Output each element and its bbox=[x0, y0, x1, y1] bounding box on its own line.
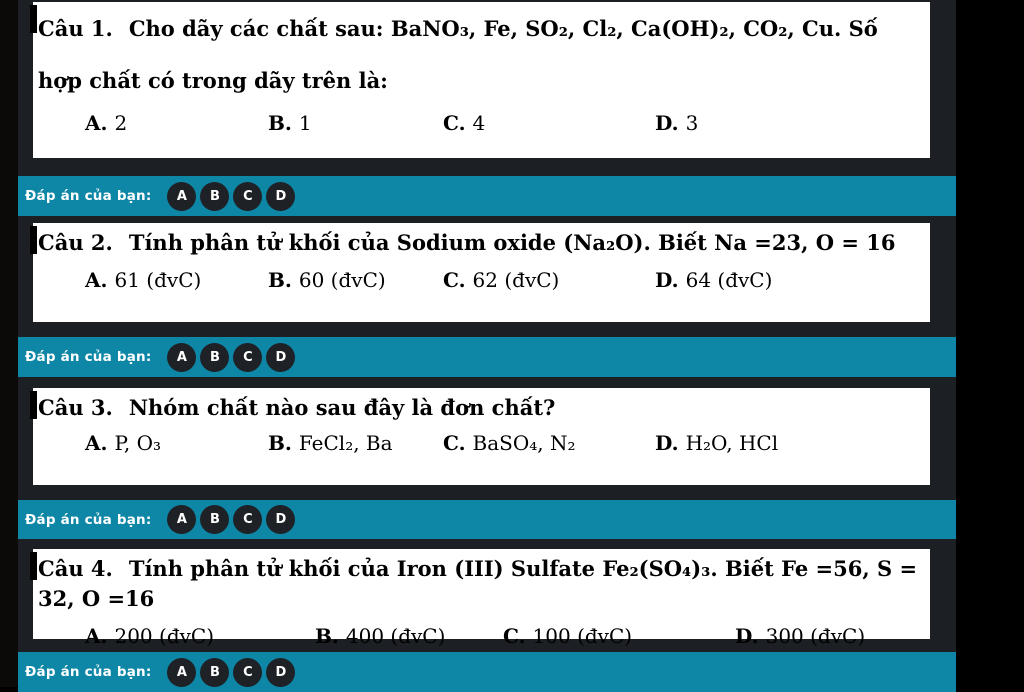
option-letter: C. bbox=[503, 624, 526, 648]
question-2 bbox=[33, 223, 930, 258]
option-b bbox=[268, 430, 443, 456]
option-a bbox=[85, 623, 315, 649]
option-value: 64 (đvC) bbox=[685, 268, 773, 292]
choice-b-button[interactable]: B bbox=[200, 343, 229, 372]
option-value: 4 bbox=[472, 111, 486, 135]
answer-bar-1 bbox=[18, 176, 956, 216]
option-value: 200 (đvC) bbox=[114, 624, 215, 648]
choice-c-button[interactable]: C bbox=[233, 505, 262, 534]
option-a bbox=[85, 430, 268, 456]
option-letter: A. bbox=[85, 111, 108, 135]
option-letter: D. bbox=[655, 268, 679, 292]
option-letter: C. bbox=[443, 111, 466, 135]
option-b bbox=[268, 267, 443, 293]
option-d bbox=[735, 623, 930, 649]
question-card-1 bbox=[33, 2, 930, 158]
option-value: 62 (đvC) bbox=[472, 268, 560, 292]
choice-c-button[interactable]: C bbox=[233, 182, 262, 211]
option-value: BaSO₄, N₂ bbox=[472, 431, 576, 455]
option-c bbox=[443, 267, 655, 293]
option-value: 1 bbox=[298, 111, 312, 135]
option-b bbox=[268, 110, 443, 136]
answer-bar-label: Đáp án của bạn: bbox=[25, 664, 152, 680]
question-text: Tính phân tử khối của Sodium oxide (Na₂O). Biết Na =23, O = 16 bbox=[128, 230, 896, 255]
question-card-4 bbox=[33, 549, 930, 648]
option-d bbox=[655, 267, 930, 293]
option-value: P, O₃ bbox=[114, 431, 162, 455]
option-letter: A. bbox=[85, 624, 108, 648]
option-letter: B. bbox=[268, 268, 292, 292]
options-row bbox=[33, 430, 930, 456]
option-value: 3 bbox=[685, 111, 699, 135]
right-black-filler bbox=[956, 0, 1024, 687]
option-letter: C. bbox=[443, 268, 466, 292]
question-text: Tính phân tử khối của Iron (III) Sulfate Fe₂(SO₄)₃. Biết Fe =56, S = 32, O =16 bbox=[38, 556, 918, 611]
answer-bar-label: Đáp án của bạn: bbox=[25, 349, 152, 365]
option-value: H₂O, HCl bbox=[685, 431, 779, 455]
question-text: Nhóm chất nào sau đây là đơn chất? bbox=[128, 395, 556, 420]
choice-d-button[interactable]: D bbox=[266, 343, 295, 372]
option-letter: A. bbox=[85, 268, 108, 292]
option-b bbox=[315, 623, 503, 649]
option-d bbox=[655, 110, 930, 136]
option-value: 2 bbox=[114, 111, 128, 135]
option-letter: D. bbox=[655, 111, 679, 135]
answer-bar-2 bbox=[18, 337, 956, 377]
choice-a-button[interactable]: A bbox=[167, 658, 196, 687]
choice-b-button[interactable]: B bbox=[200, 658, 229, 687]
choice-b-button[interactable]: B bbox=[200, 182, 229, 211]
choice-d-button[interactable]: D bbox=[266, 182, 295, 211]
option-letter: B. bbox=[268, 431, 292, 455]
question-card-2 bbox=[33, 223, 930, 322]
question-number: Câu 2. bbox=[38, 230, 113, 255]
option-letter: D. bbox=[735, 624, 759, 648]
option-c bbox=[503, 623, 735, 649]
choice-b-button[interactable]: B bbox=[200, 505, 229, 534]
option-a bbox=[85, 267, 268, 293]
answer-bar-3 bbox=[18, 500, 956, 539]
question-card-3 bbox=[33, 388, 930, 485]
option-letter: C. bbox=[443, 431, 466, 455]
option-value: 100 (đvC) bbox=[532, 624, 633, 648]
option-value: 61 (đvC) bbox=[114, 268, 202, 292]
option-value: 60 (đvC) bbox=[298, 268, 386, 292]
question-text: Cho dãy các chất sau: BaNO₃, Fe, SO₂, Cl₂, Ca(OH)₂, CO₂, Cu. Số hợp chất có trong dãy trên là: bbox=[38, 16, 878, 93]
choice-c-button[interactable]: C bbox=[233, 658, 262, 687]
question-4 bbox=[33, 549, 930, 614]
option-letter: B. bbox=[315, 624, 339, 648]
question-number: Câu 4. bbox=[38, 556, 113, 581]
option-letter: B. bbox=[268, 111, 292, 135]
option-letter: D. bbox=[655, 431, 679, 455]
option-letter: A. bbox=[85, 431, 108, 455]
question-3 bbox=[33, 388, 930, 423]
choice-a-button[interactable]: A bbox=[167, 505, 196, 534]
choice-a-button[interactable]: A bbox=[167, 182, 196, 211]
choice-d-button[interactable]: D bbox=[266, 505, 295, 534]
answer-bar-label: Đáp án của bạn: bbox=[25, 511, 152, 528]
options-row bbox=[33, 623, 930, 649]
answer-bar-4 bbox=[18, 652, 956, 692]
question-number: Câu 3. bbox=[38, 395, 113, 420]
options-row bbox=[33, 110, 930, 136]
option-value: 400 (đvC) bbox=[345, 624, 446, 648]
left-edge-strip bbox=[0, 0, 18, 687]
option-d bbox=[655, 430, 930, 456]
option-c bbox=[443, 110, 655, 136]
choice-d-button[interactable]: D bbox=[266, 658, 295, 687]
option-value: FeCl₂, Ba bbox=[298, 431, 393, 455]
answer-bar-label: Đáp án của bạn: bbox=[25, 188, 152, 204]
choice-c-button[interactable]: C bbox=[233, 343, 262, 372]
options-row bbox=[33, 267, 930, 293]
choice-a-button[interactable]: A bbox=[167, 343, 196, 372]
question-1 bbox=[33, 2, 930, 107]
option-c bbox=[443, 430, 655, 456]
option-value: 300 (đvC) bbox=[765, 624, 866, 648]
option-a bbox=[85, 110, 268, 136]
question-number: Câu 1. bbox=[38, 16, 113, 41]
